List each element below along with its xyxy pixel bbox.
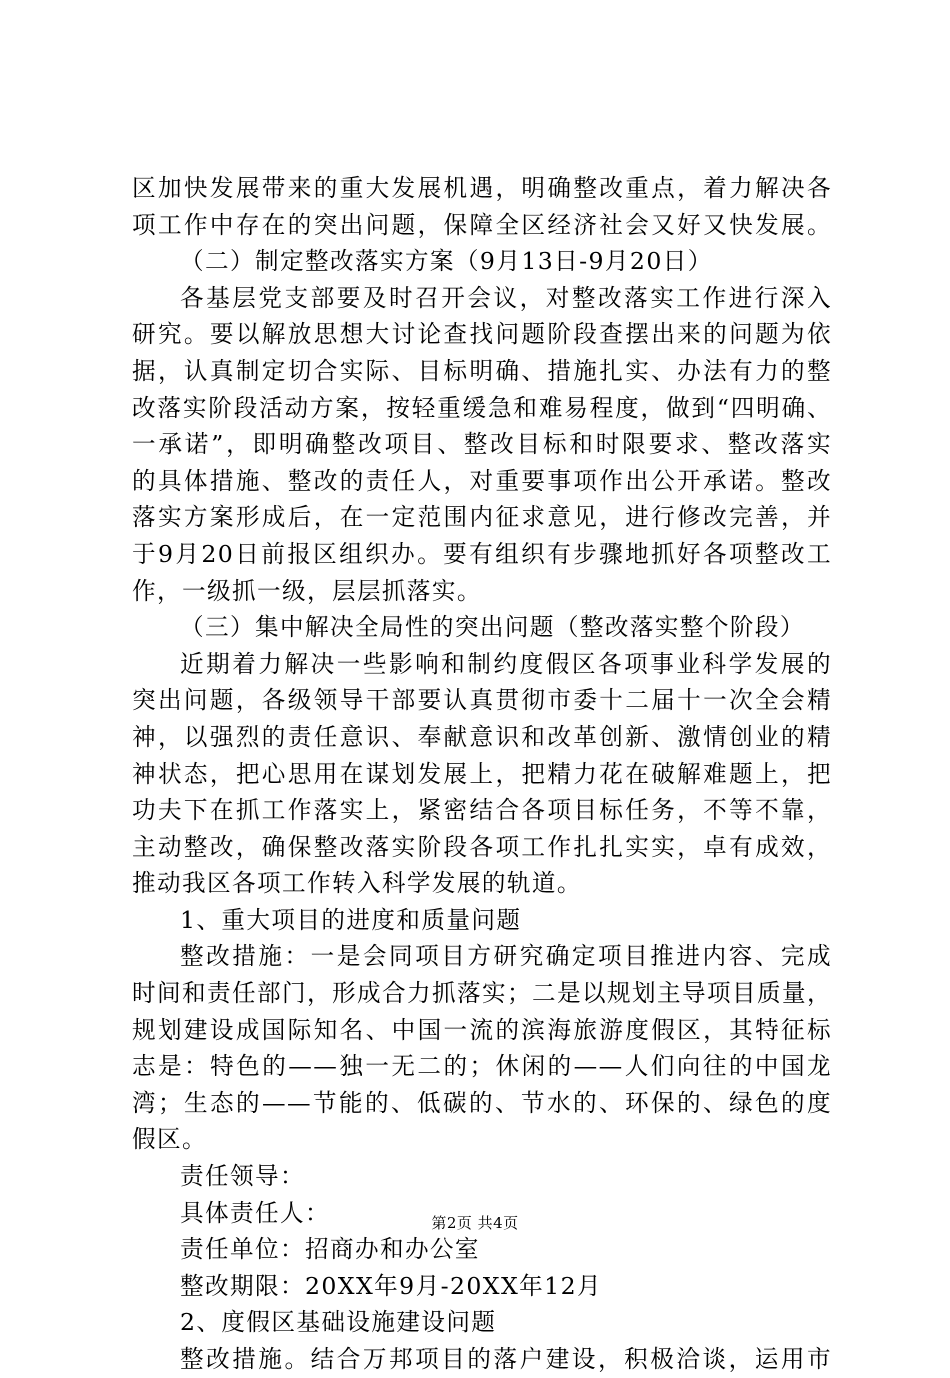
text-line: 时间和责任部门，形成合力抓落实；二是以规划主导项目质量， xyxy=(132,979,832,1008)
field-line: 责任单位：招商办和办公室 xyxy=(180,1235,480,1264)
text-line: 神，以强烈的责任意识、奉献意识和改革创新、激情创业的精 xyxy=(132,722,832,751)
text-line: 改落实阶段活动方案，按轻重缓急和难易程度，做到“四明确、 xyxy=(132,393,832,422)
text-line: 研究。要以解放思想大讨论查找问题阶段查摆出来的问题为依 xyxy=(132,320,832,349)
text-line: 落实方案形成后，在一定范围内征求意见，进行修改完善，并 xyxy=(132,503,832,532)
text-line: 规划建设成国际知名、中国一流的滨海旅游度假区，其特征标 xyxy=(132,1015,832,1044)
text-line: 近期着力解决一些影响和制约度假区各项事业科学发展的 xyxy=(180,649,832,678)
text-line: 整改措施：一是会同项目方研究确定项目推进内容、完成 xyxy=(180,942,832,971)
text-line: 神状态，把心思用在谋划发展上，把精力花在破解难题上，把 xyxy=(132,759,832,788)
text-line: 整改措施。结合万邦项目的落户建设，积极洽谈，运用市 xyxy=(180,1345,832,1373)
text-line: 作，一级抓一级，层层抓落实。 xyxy=(132,576,482,605)
text-line: 各基层党支部要及时召开会议，对整改落实工作进行深入 xyxy=(180,283,832,312)
field-line: 整改期限：20XX年9月-20XX年12月 xyxy=(180,1271,602,1300)
text-line: 据，认真制定切合实际、目标明确、措施扎实、办法有力的整 xyxy=(132,356,832,385)
text-line: 推动我区各项工作转入科学发展的轨道。 xyxy=(132,869,582,898)
field-line: 责任领导： xyxy=(180,1162,305,1191)
text-line: 主动整改，确保整改落实阶段各项工作扎扎实实，卓有成效， xyxy=(132,832,832,861)
text-line: 突出问题，各级领导干部要认真贯彻市委十二届十一次全会精 xyxy=(132,686,832,715)
item-heading: 1、重大项目的进度和质量问题 xyxy=(180,905,522,934)
text-line: 一承诺”，即明确整改项目、整改目标和时限要求、整改落实 xyxy=(132,430,832,459)
text-line: 的具体措施、整改的责任人，对重要事项作出公开承诺。整改 xyxy=(132,466,832,495)
text-line: 假区。 xyxy=(132,1125,207,1154)
field-line: 具体责任人： xyxy=(180,1198,330,1227)
text-line: 项工作中存在的突出问题，保障全区经济社会又好又快发展。 xyxy=(132,210,832,239)
text-line: 湾；生态的——节能的、低碳的、节水的、环保的、绿色的度 xyxy=(132,1088,832,1117)
text-line: 功夫下在抓工作落实上，紧密结合各项目标任务，不等不靠， xyxy=(132,796,832,825)
text-line: 区加快发展带来的重大发展机遇，明确整改重点，着力解决各 xyxy=(132,174,832,202)
text-line: 于9月20日前报区组织办。要有组织有步骤地抓好各项整改工 xyxy=(132,539,832,568)
page-footer: 第2页 共4页 xyxy=(431,1214,519,1232)
document-body xyxy=(132,170,832,1378)
section-heading: （三）集中解决全局性的突出问题（整改落实整个阶段） xyxy=(180,613,805,642)
text-line: 志是：特色的——独一无二的；休闲的——人们向往的中国龙 xyxy=(132,1052,832,1081)
section-heading: （二）制定整改落实方案（9月13日-9月20日） xyxy=(180,247,713,276)
item-heading: 2、度假区基础设施建设问题 xyxy=(180,1308,497,1337)
